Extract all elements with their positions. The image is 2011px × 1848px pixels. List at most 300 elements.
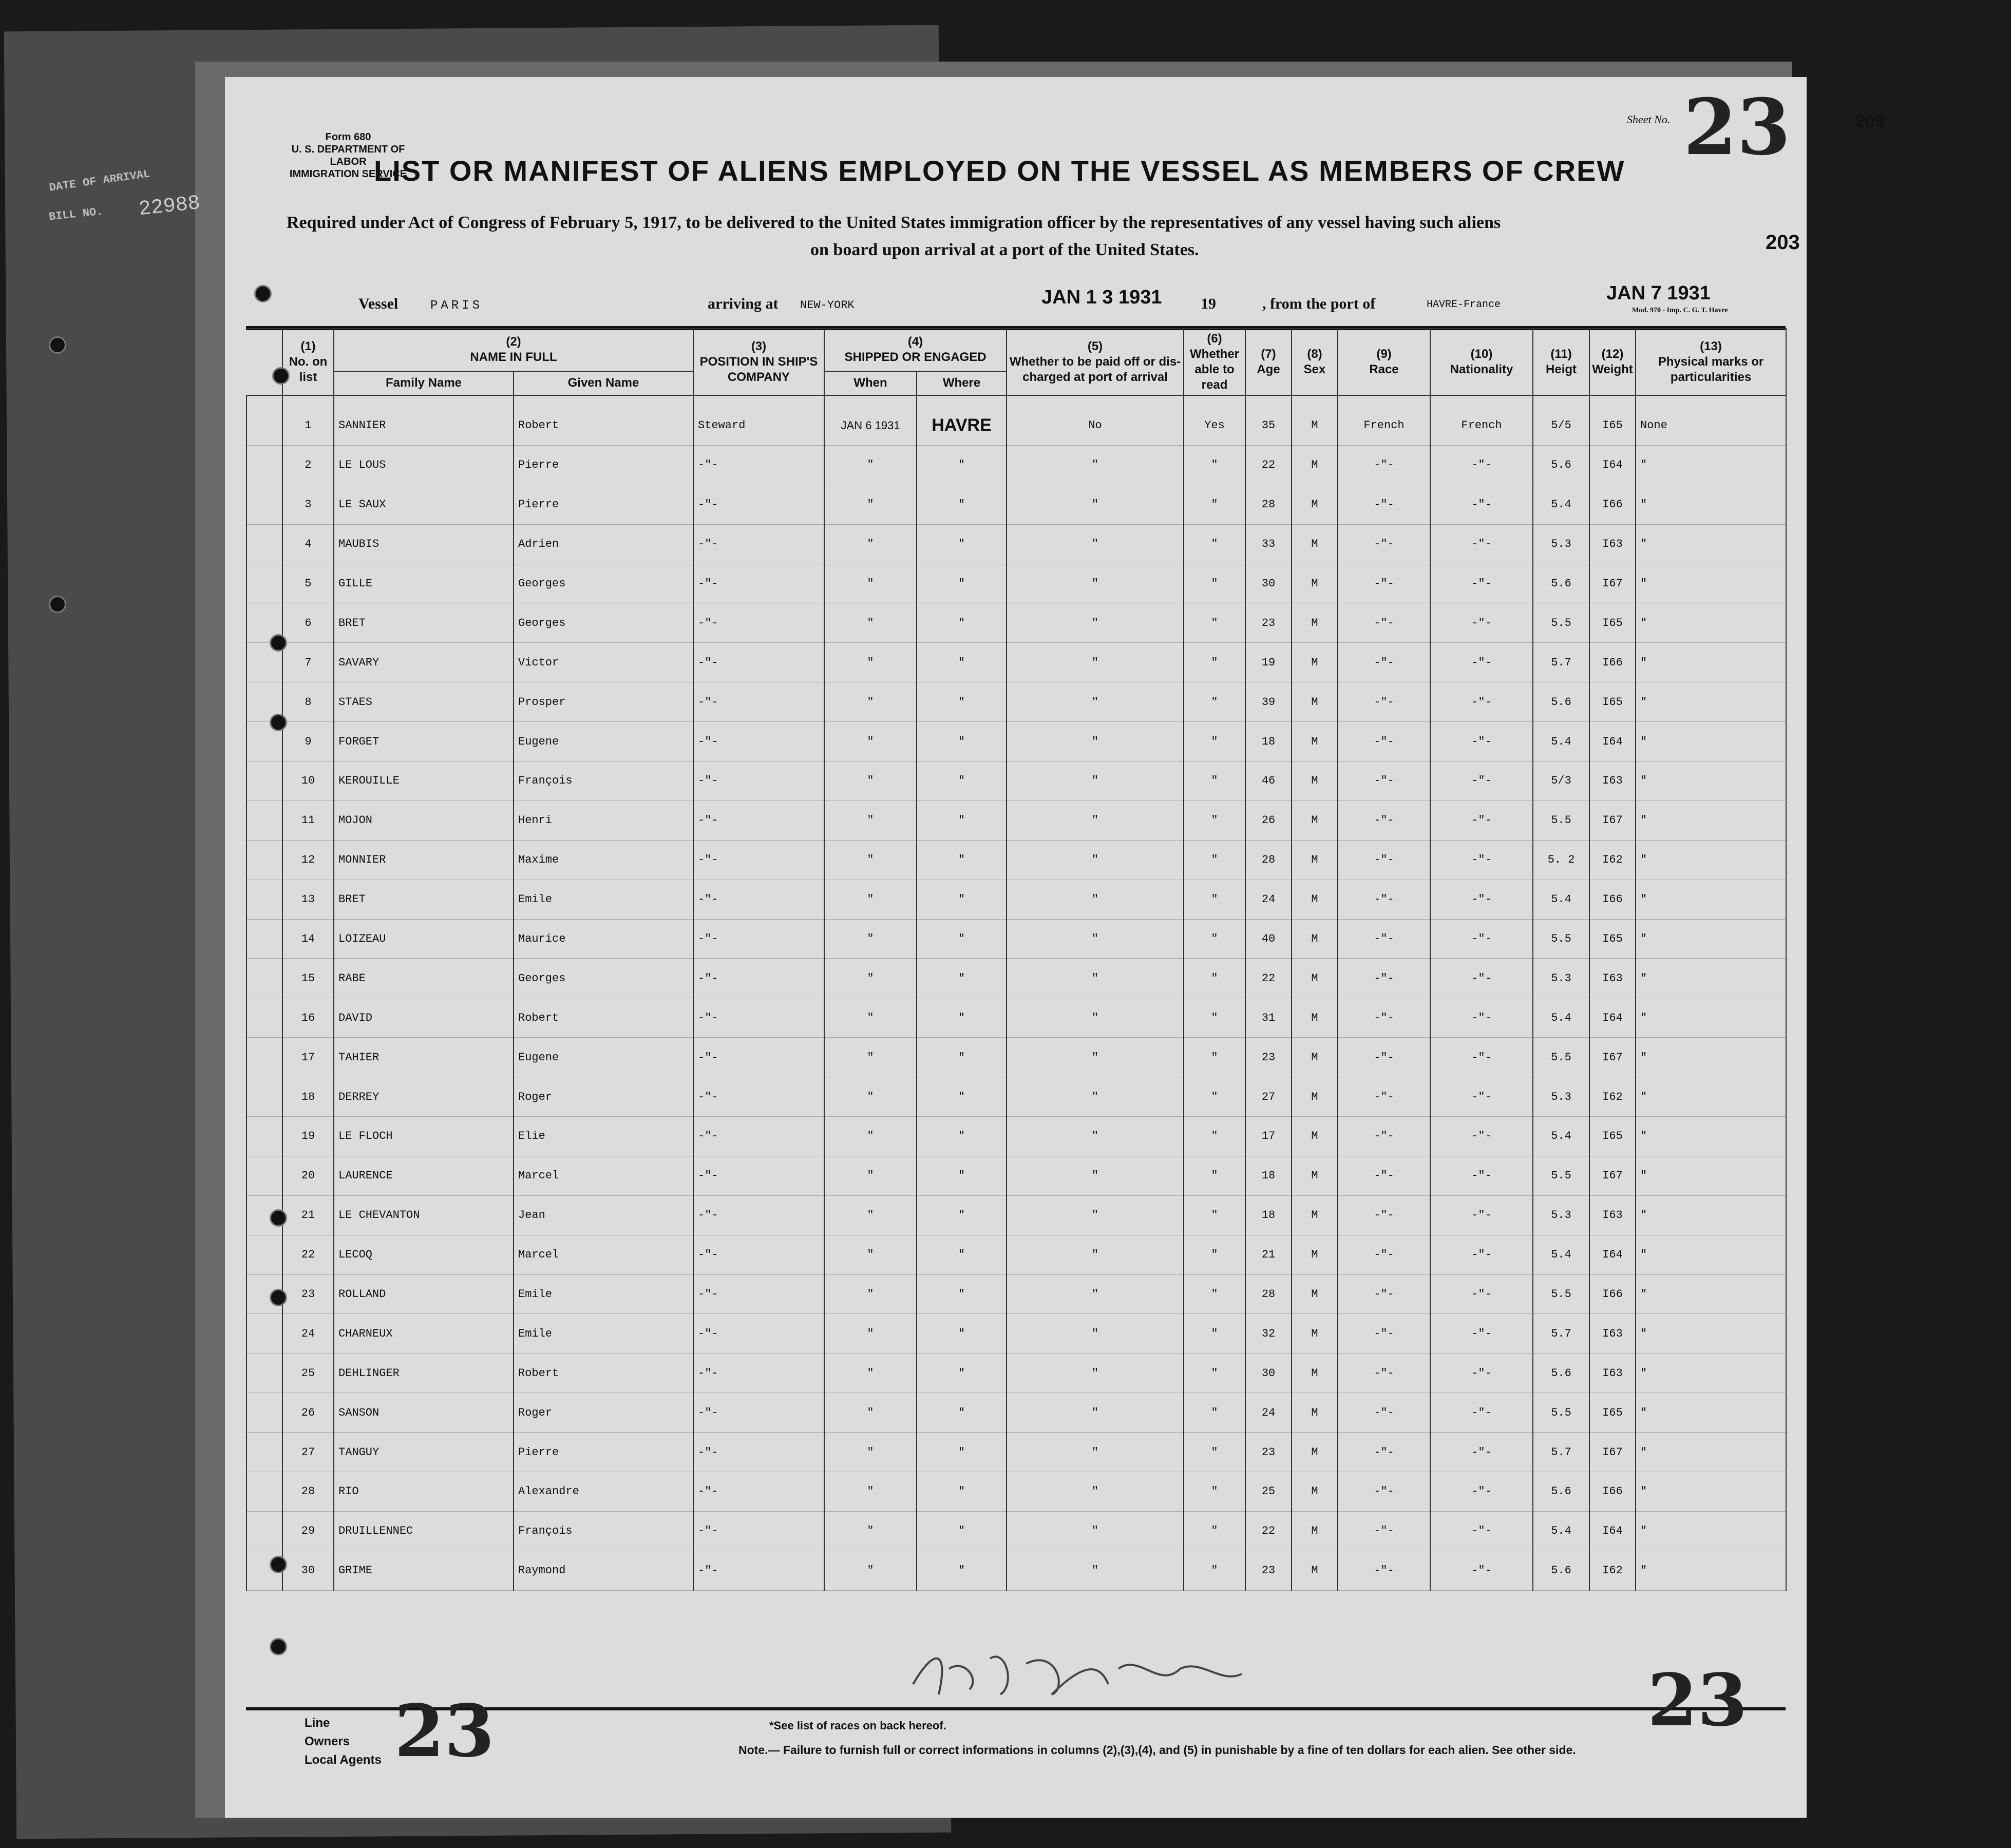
family-name-cell: DERREY: [334, 1077, 514, 1117]
shipped-where-cell: ": [917, 1235, 1007, 1274]
height-cell: 5.6: [1533, 1472, 1589, 1512]
family-name-cell: DEHLINGER: [334, 1354, 514, 1393]
race-cell: -"-: [1338, 445, 1430, 485]
sex-cell: M: [1292, 1511, 1338, 1551]
race-cell: -"-: [1338, 1472, 1430, 1512]
department-name: U. S. DEPARTMENT OF LABOR: [291, 144, 405, 167]
row-number-cell: 4: [282, 524, 334, 564]
margin-cell-cell: [246, 840, 282, 880]
sex-cell: M: [1292, 1551, 1338, 1590]
family-name-cell: LE FLOCH: [334, 1117, 514, 1156]
races-note: *See list of races on back hereof.: [769, 1719, 946, 1732]
bill-number: 22988: [137, 192, 202, 222]
shipped-where-cell: ": [917, 1354, 1007, 1393]
position-cell: -"-: [693, 643, 824, 682]
weight-cell: I66: [1589, 485, 1636, 524]
given-name-cell: Emile: [514, 880, 693, 919]
given-name-cell: Maurice: [514, 919, 693, 959]
nationality-cell: -"-: [1430, 485, 1533, 524]
paid-off-cell: ": [1007, 445, 1184, 485]
col-marks-header: [1636, 329, 1786, 395]
weight-cell: I62: [1589, 1077, 1636, 1117]
shipped-where-cell: ": [917, 682, 1007, 722]
arriving-port: NEW-YORK: [800, 299, 855, 312]
sex-cell: M: [1292, 682, 1338, 722]
weight-cell: I67: [1589, 564, 1636, 603]
position-cell: -"-: [693, 1314, 824, 1354]
row-number-cell: 13: [282, 880, 334, 919]
col-5-number: (5): [1087, 339, 1103, 353]
weight-cell: I64: [1589, 998, 1636, 1038]
age-cell: 23: [1245, 1551, 1292, 1590]
departure-date-stamp: JAN 7 1931: [1606, 282, 1711, 304]
age-cell: 21: [1245, 1235, 1292, 1274]
weight-cell: I63: [1589, 761, 1636, 801]
shipped-when-cell: ": [824, 1077, 917, 1117]
penalty-note: Note.— Failure to furnish full or correct informations in columns (2),(3),(4), and (5) in punishable by a fine of ten dollars for each alien. See other side.: [738, 1743, 1576, 1757]
age-cell: 33: [1245, 524, 1292, 564]
service-name: IMMIGRATION SERVICE: [289, 168, 407, 180]
paid-off-cell: ": [1007, 1156, 1184, 1195]
paid-off-cell: ": [1007, 485, 1184, 524]
position-cell: -"-: [693, 801, 824, 840]
col-5-label: Whether to be paid off or dis-charged at port of arrival: [1009, 355, 1181, 384]
margin-cell-cell: [246, 1038, 282, 1077]
table-row: [246, 485, 1786, 524]
weight-cell: I67: [1589, 1156, 1636, 1195]
physical-marks-cell: ": [1636, 643, 1786, 682]
height-cell: 5.5: [1533, 1393, 1589, 1433]
race-cell: -"-: [1338, 1274, 1430, 1314]
height-cell: 5.7: [1533, 1314, 1589, 1354]
physical-marks-cell: ": [1636, 722, 1786, 761]
margin-cell-cell: [246, 1472, 282, 1512]
height-cell: 5.4: [1533, 1117, 1589, 1156]
row-number-cell: 2: [282, 445, 334, 485]
shipped-where-cell: ": [917, 1511, 1007, 1551]
nationality-cell: -"-: [1430, 1235, 1533, 1274]
age-cell: 24: [1245, 880, 1292, 919]
paid-off-cell: ": [1007, 722, 1184, 761]
family-name-cell: KEROUILLE: [334, 761, 514, 801]
family-name-cell: MAUBIS: [334, 524, 514, 564]
margin-cell-cell: [246, 959, 282, 998]
col-position-header: [693, 329, 824, 395]
table-row: [246, 959, 1786, 998]
margin-column-header: [246, 329, 282, 395]
margin-cell-cell: [246, 880, 282, 919]
position-cell: Steward: [693, 395, 824, 445]
family-name-cell: DRUILLENNEC: [334, 1511, 514, 1551]
binder-hole: [270, 1556, 287, 1573]
position-cell: -"-: [693, 1235, 824, 1274]
paid-off-cell: ": [1007, 603, 1184, 643]
shipped-when-cell: ": [824, 1156, 917, 1195]
shipped-where-cell: ": [917, 1195, 1007, 1235]
col-2-number: (2): [506, 335, 521, 349]
paid-off-cell: ": [1007, 1235, 1184, 1274]
row-number-cell: 28: [282, 1472, 334, 1512]
paid-off-cell: ": [1007, 1195, 1184, 1235]
paid-off-cell: ": [1007, 1393, 1184, 1433]
given-name-cell: Victor: [514, 643, 693, 682]
position-cell: -"-: [693, 761, 824, 801]
family-name-cell: TANGUY: [334, 1433, 514, 1472]
from-port-label: , from the port of: [1262, 295, 1376, 312]
paid-off-cell: ": [1007, 1274, 1184, 1314]
shipped-when-cell: ": [824, 1472, 917, 1512]
nationality-cell: -"-: [1430, 1156, 1533, 1195]
col-6-number: (6): [1207, 332, 1222, 346]
col-nationality-header: [1430, 329, 1533, 395]
position-cell: -"-: [693, 1117, 824, 1156]
height-cell: 5.4: [1533, 1511, 1589, 1551]
physical-marks-cell: ": [1636, 1551, 1786, 1590]
table-row: [246, 1472, 1786, 1512]
sex-cell: M: [1292, 564, 1338, 603]
row-number-cell: 14: [282, 919, 334, 959]
given-name-cell: Alexandre: [514, 1472, 693, 1512]
paid-off-cell: ": [1007, 643, 1184, 682]
race-cell: -"-: [1338, 761, 1430, 801]
able-to-read-cell: ": [1184, 564, 1245, 603]
sex-cell: M: [1292, 395, 1338, 445]
family-name-cell: SANSON: [334, 1393, 514, 1433]
race-cell: -"-: [1338, 1117, 1430, 1156]
paid-off-cell: ": [1007, 1433, 1184, 1472]
given-name-cell: François: [514, 761, 693, 801]
able-to-read-cell: ": [1184, 761, 1245, 801]
shipped-where-cell: ": [917, 524, 1007, 564]
col-11-number: (11): [1550, 347, 1572, 361]
height-cell: 5.6: [1533, 445, 1589, 485]
shipped-where-cell: ": [917, 840, 1007, 880]
weight-cell: I65: [1589, 1393, 1636, 1433]
race-cell: -"-: [1338, 1314, 1430, 1354]
sex-cell: M: [1292, 919, 1338, 959]
given-name-cell: Adrien: [514, 524, 693, 564]
age-cell: 25: [1245, 1472, 1292, 1512]
height-cell: 5.4: [1533, 880, 1589, 919]
family-name-cell: SANNIER: [334, 395, 514, 445]
shipped-where-cell: ": [917, 1433, 1007, 1472]
shipped-where-cell: ": [917, 761, 1007, 801]
nationality-cell: -"-: [1430, 840, 1533, 880]
shipped-when-cell: ": [824, 1393, 917, 1433]
arriving-label: arriving at: [708, 295, 779, 312]
sheet-label: Sheet No.: [1627, 113, 1671, 126]
paid-off-cell: ": [1007, 1038, 1184, 1077]
family-name-cell: TAHIER: [334, 1038, 514, 1077]
shipped-when-cell: ": [824, 959, 917, 998]
col-where-header: Where: [917, 371, 1007, 395]
family-name-cell: LE SAUX: [334, 485, 514, 524]
col-1-label: No. on list: [289, 355, 328, 384]
table-row: [246, 395, 1786, 445]
paid-off-cell: ": [1007, 998, 1184, 1038]
margin-cell-cell: [246, 761, 282, 801]
arrival-stamp-label: DATE OF ARRIVAL: [48, 167, 151, 195]
given-name-cell: Emile: [514, 1314, 693, 1354]
given-name-cell: Marcel: [514, 1156, 693, 1195]
age-cell: 31: [1245, 998, 1292, 1038]
given-name-cell: Elie: [514, 1117, 693, 1156]
weight-cell: I67: [1589, 1038, 1636, 1077]
height-cell: 5.6: [1533, 1354, 1589, 1393]
nationality-cell: -"-: [1430, 1511, 1533, 1551]
row-number-cell: 7: [282, 643, 334, 682]
row-number-cell: 23: [282, 1274, 334, 1314]
paid-off-cell: ": [1007, 840, 1184, 880]
weight-cell: I63: [1589, 1354, 1636, 1393]
weight-cell: I65: [1589, 682, 1636, 722]
given-name-cell: Eugene: [514, 722, 693, 761]
margin-cell-cell: [246, 485, 282, 524]
col-age-header: [1245, 329, 1292, 395]
family-name-cell: GILLE: [334, 564, 514, 603]
family-name-cell: RIO: [334, 1472, 514, 1512]
physical-marks-cell: ": [1636, 524, 1786, 564]
given-name-cell: Eugene: [514, 1038, 693, 1077]
page-title: LIST OR MANIFEST OF ALIENS EMPLOYED ON THE VESSEL AS MEMBERS OF CREW: [374, 155, 1625, 187]
margin-cell-cell: [246, 1433, 282, 1472]
race-cell: -"-: [1338, 1156, 1430, 1195]
physical-marks-cell: ": [1636, 1393, 1786, 1433]
shipped-when-cell: ": [824, 564, 917, 603]
position-cell: -"-: [693, 564, 824, 603]
margin-cell-cell: [246, 524, 282, 564]
shipped-when-cell: ": [824, 1038, 917, 1077]
age-cell: 40: [1245, 919, 1292, 959]
position-cell: -"-: [693, 1433, 824, 1472]
shipped-when-cell: ": [824, 1511, 917, 1551]
race-cell: -"-: [1338, 643, 1430, 682]
weight-cell: I63: [1589, 959, 1636, 998]
shipped-when-cell: ": [824, 840, 917, 880]
height-cell: 5.6: [1533, 1551, 1589, 1590]
physical-marks-cell: ": [1636, 1511, 1786, 1551]
age-cell: 30: [1245, 1354, 1292, 1393]
shipped-where-cell: ": [917, 1393, 1007, 1433]
physical-marks-cell: ": [1636, 485, 1786, 524]
col-2-label: NAME IN FULL: [470, 350, 557, 365]
row-number-cell: 18: [282, 1077, 334, 1117]
paid-off-cell: ": [1007, 919, 1184, 959]
family-name-cell: RABE: [334, 959, 514, 998]
able-to-read-cell: ": [1184, 1117, 1245, 1156]
weight-cell: I64: [1589, 1511, 1636, 1551]
age-cell: 28: [1245, 485, 1292, 524]
able-to-read-cell: ": [1184, 1235, 1245, 1274]
physical-marks-cell: ": [1636, 1156, 1786, 1195]
race-cell: -"-: [1338, 959, 1430, 998]
family-name-cell: CHARNEUX: [334, 1314, 514, 1354]
age-cell: 46: [1245, 761, 1292, 801]
physical-marks-cell: ": [1636, 959, 1786, 998]
corner-page-number: 209: [1855, 112, 1885, 131]
able-to-read-cell: ": [1184, 643, 1245, 682]
row-number-cell: 15: [282, 959, 334, 998]
row-number-cell: 24: [282, 1314, 334, 1354]
race-cell: -"-: [1338, 801, 1430, 840]
family-name-cell: LE LOUS: [334, 445, 514, 485]
shipped-where-cell: ": [917, 485, 1007, 524]
able-to-read-cell: ": [1184, 485, 1245, 524]
height-cell: 5.7: [1533, 1433, 1589, 1472]
height-cell: 5.4: [1533, 1235, 1589, 1274]
shipped-when-cell: ": [824, 801, 917, 840]
shipped-when-cell: ": [824, 761, 917, 801]
physical-marks-cell: ": [1636, 761, 1786, 801]
row-number-cell: 11: [282, 801, 334, 840]
row-number-cell: 29: [282, 1511, 334, 1551]
able-to-read-cell: ": [1184, 840, 1245, 880]
table-row: [246, 880, 1786, 919]
shipped-when-cell: ": [824, 919, 917, 959]
family-name-cell: BRET: [334, 880, 514, 919]
table-row: [246, 1077, 1786, 1117]
paid-off-cell: ": [1007, 1511, 1184, 1551]
physical-marks-cell: ": [1636, 564, 1786, 603]
able-to-read-cell: ": [1184, 880, 1245, 919]
sex-cell: M: [1292, 1195, 1338, 1235]
height-cell: 5.5: [1533, 801, 1589, 840]
sex-cell: M: [1292, 643, 1338, 682]
shipped-where-cell: ": [917, 1551, 1007, 1590]
nationality-cell: French: [1430, 395, 1533, 445]
table-row: [246, 603, 1786, 643]
agents-label: Local Agents: [305, 1753, 382, 1767]
sex-cell: M: [1292, 1156, 1338, 1195]
position-cell: -"-: [693, 1354, 824, 1393]
page-number: 203: [1766, 231, 1800, 254]
shipped-when-cell: ": [824, 1274, 917, 1314]
margin-cell-cell: [246, 1393, 282, 1433]
age-cell: 35: [1245, 395, 1292, 445]
shipped-where-cell: ": [917, 1077, 1007, 1117]
able-to-read-cell: ": [1184, 722, 1245, 761]
able-to-read-cell: ": [1184, 445, 1245, 485]
age-cell: 26: [1245, 801, 1292, 840]
age-cell: 18: [1245, 1195, 1292, 1235]
physical-marks-cell: ": [1636, 1117, 1786, 1156]
weight-cell: I62: [1589, 1551, 1636, 1590]
table-row: [246, 445, 1786, 485]
race-cell: -"-: [1338, 682, 1430, 722]
line-label: Line: [305, 1716, 330, 1730]
age-cell: 32: [1245, 1314, 1292, 1354]
physical-marks-cell: ": [1636, 1354, 1786, 1393]
shipped-where-cell: ": [917, 919, 1007, 959]
printer-note: Mod. 970 - Imp. C. G. T. Havre: [1632, 307, 1728, 314]
physical-marks-cell: ": [1636, 840, 1786, 880]
shipped-where-cell: ": [917, 564, 1007, 603]
position-cell: -"-: [693, 840, 824, 880]
race-cell: -"-: [1338, 524, 1430, 564]
table-row: [246, 1274, 1786, 1314]
sex-cell: M: [1292, 1274, 1338, 1314]
able-to-read-cell: ": [1184, 1038, 1245, 1077]
paid-off-cell: ": [1007, 1077, 1184, 1117]
nationality-cell: -"-: [1430, 1393, 1533, 1433]
physical-marks-cell: ": [1636, 801, 1786, 840]
subtitle-line-1: Required under Act of Congress of February 5, 1917, to be delivered to the United States immigration officer by the representatives of any vessel having such aliens: [287, 213, 1501, 232]
age-cell: 19: [1245, 643, 1292, 682]
col-7-number: (7): [1261, 347, 1276, 361]
given-name-cell: Robert: [514, 998, 693, 1038]
position-cell: -"-: [693, 445, 824, 485]
able-to-read-cell: ": [1184, 1156, 1245, 1195]
binder-hole: [49, 596, 66, 613]
margin-cell-cell: [246, 1235, 282, 1274]
weight-cell: I67: [1589, 801, 1636, 840]
age-cell: 22: [1245, 1511, 1292, 1551]
able-to-read-cell: ": [1184, 1274, 1245, 1314]
able-to-read-cell: ": [1184, 603, 1245, 643]
sex-cell: M: [1292, 1038, 1338, 1077]
subtitle-line-2: on board upon arrival at a port of the United States.: [810, 240, 1199, 259]
given-name-cell: François: [514, 1511, 693, 1551]
sex-cell: M: [1292, 761, 1338, 801]
shipped-when-cell: ": [824, 880, 917, 919]
margin-cell-cell: [246, 1354, 282, 1393]
given-name-cell: Marcel: [514, 1235, 693, 1274]
shipped-when-cell: ": [824, 682, 917, 722]
shipped-when-cell: ": [824, 485, 917, 524]
height-cell: 5/5: [1533, 395, 1589, 445]
height-cell: 5.7: [1533, 643, 1589, 682]
sex-cell: M: [1292, 840, 1338, 880]
crew-manifest-table: [246, 328, 1787, 1591]
margin-cell-cell: [246, 919, 282, 959]
margin-cell-cell: [246, 395, 282, 445]
binder-hole: [270, 1289, 287, 1306]
position-cell: -"-: [693, 1195, 824, 1235]
col-13-label: Physical marks or particularities: [1658, 355, 1764, 384]
col-sex-header: [1292, 329, 1338, 395]
position-cell: -"-: [693, 1472, 824, 1512]
physical-marks-cell: ": [1636, 1274, 1786, 1314]
physical-marks-cell: ": [1636, 445, 1786, 485]
given-name-cell: Pierre: [514, 1433, 693, 1472]
row-number-cell: 1: [282, 395, 334, 445]
shipped-where-cell: HAVRE: [917, 395, 1007, 445]
table-row: [246, 1511, 1786, 1551]
paid-off-cell: ": [1007, 801, 1184, 840]
race-cell: -"-: [1338, 1038, 1430, 1077]
shipped-when-cell: ": [824, 1551, 917, 1590]
sex-cell: M: [1292, 998, 1338, 1038]
race-cell: French: [1338, 395, 1430, 445]
margin-cell-cell: [246, 1077, 282, 1117]
physical-marks-cell: ": [1636, 880, 1786, 919]
age-cell: 24: [1245, 1393, 1292, 1433]
sex-cell: M: [1292, 1393, 1338, 1433]
col-10-number: (10): [1470, 347, 1493, 361]
race-cell: -"-: [1338, 919, 1430, 959]
table-row: [246, 1038, 1786, 1077]
table-row: [246, 1314, 1786, 1354]
sex-cell: M: [1292, 801, 1338, 840]
sex-cell: M: [1292, 1314, 1338, 1354]
paid-off-cell: ": [1007, 564, 1184, 603]
age-cell: 18: [1245, 1156, 1292, 1195]
table-row: [246, 801, 1786, 840]
weight-cell: I63: [1589, 1195, 1636, 1235]
weight-cell: I64: [1589, 722, 1636, 761]
position-cell: -"-: [693, 722, 824, 761]
shipped-where-cell: ": [917, 880, 1007, 919]
